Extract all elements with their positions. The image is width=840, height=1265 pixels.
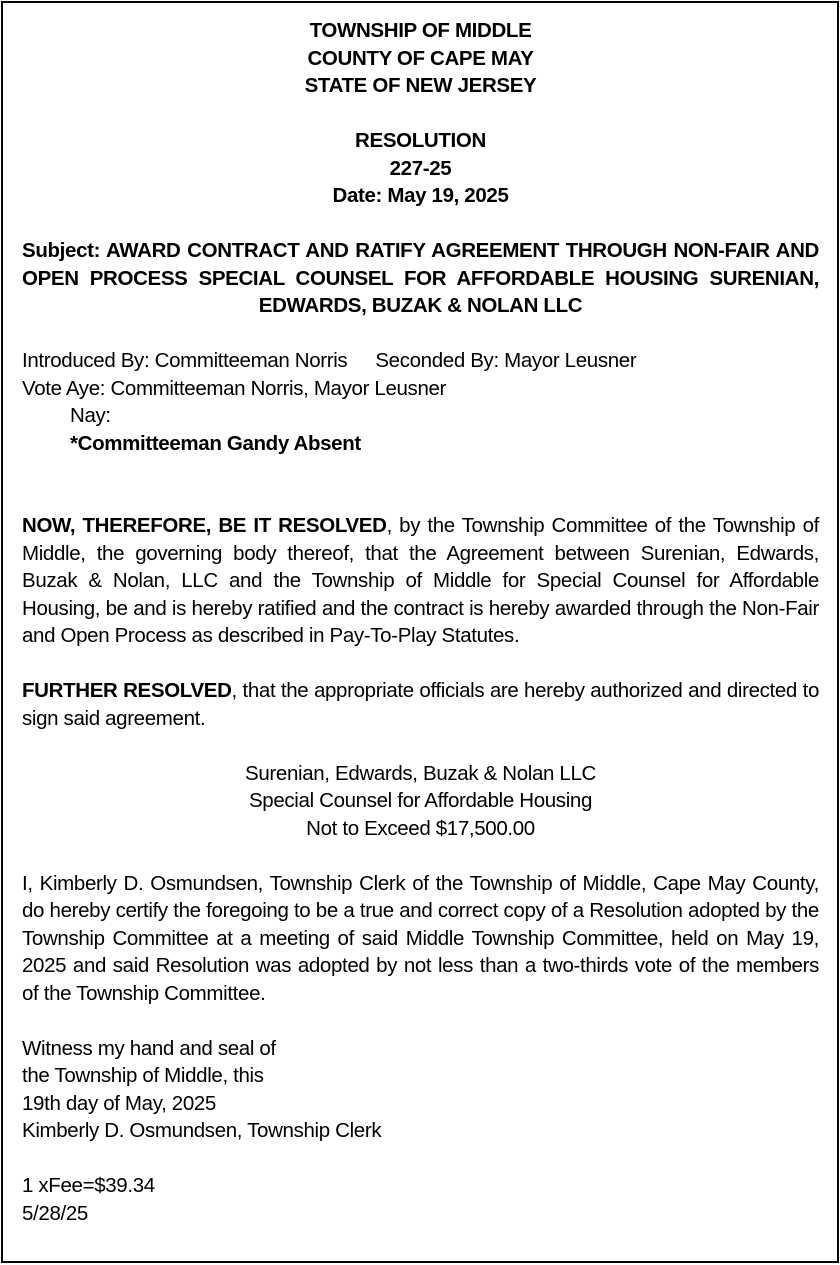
vote-nay: Nay: xyxy=(70,404,111,427)
resolved-text: , by the Township Committee of the Township of Middle, the governing body thereof, that the Agreement between Surenian, Edwards, Buzak & Nolan, LLC and the Township of Middle for Special Counsel for Affordable Housing, be and is hereby ratified and the contract is hereby awarded through the Non-Fair and Open Process as described in Pay-To-Play Statutes. xyxy=(22,514,819,647)
counsel-details xyxy=(22,760,819,843)
resolution-subject: Subject: AWARD CONTRACT AND RATIFY AGREEMENT THROUGH NON-FAIR AND OPEN PROCESS SPECIAL COUNSEL FOR AFFORDABLE HOUSING SURENIAN, EDWARDS, BUZAK & NOLAN LLC xyxy=(22,239,819,317)
clerk-signature: Kimberly D. Osmundsen, Township Clerk xyxy=(22,1119,382,1142)
seconded-by: Seconded By: Mayor Leusner xyxy=(375,349,637,372)
resolution-title: RESOLUTION xyxy=(355,129,486,152)
further-text: , that the appropriate officials are hereby authorized and directed to sign said agreement. xyxy=(22,679,819,730)
notice-header xyxy=(22,17,819,100)
vote-record xyxy=(22,347,819,457)
vote-absent: *Committeeman Gandy Absent xyxy=(70,431,361,455)
legal-notice xyxy=(1,1,839,1263)
further-resolved-paragraph xyxy=(22,677,819,732)
resolution-number: 227-25 xyxy=(389,156,452,180)
county-name: COUNTY OF CAPE MAY xyxy=(307,46,534,70)
resolved-lead: NOW, THEREFORE, BE IT RESOLVED xyxy=(22,514,387,537)
witness-block xyxy=(22,1035,819,1145)
resolution-heading xyxy=(22,127,819,210)
counsel-role: Special Counsel for Affordable Housing xyxy=(248,789,593,812)
witness-line-2: the Township of Middle, this xyxy=(22,1064,264,1087)
township-name: TOWNSHIP OF MIDDLE xyxy=(309,19,532,42)
counsel-limit: Not to Exceed $17,500.00 xyxy=(306,816,535,840)
introduced-by: Introduced By: Committeeman Norris xyxy=(22,349,348,372)
clerk-certification: I, Kimberly D. Osmundsen, Township Clerk of the Township of Middle, Cape May County, do hereby certify the foregoing to be a true and correct copy of a Resolution adopted by the Township Committee at a meeting of said Middle Township Committee, held on May 19, 2025 and said Resolution was adopted by not less than a two-thirds vote of the members of the Township Committee. xyxy=(22,871,819,1005)
counsel-firm: Surenian, Edwards, Buzak & Nolan LLC xyxy=(245,761,596,785)
motion-line xyxy=(22,347,819,375)
publication-date: 5/28/25 xyxy=(22,1201,88,1225)
publication-fee: 1 xFee=$39.34 xyxy=(22,1174,155,1197)
vote-aye: Vote Aye: Committeeman Norris, Mayor Leusner xyxy=(22,376,447,400)
resolved-paragraph xyxy=(22,512,819,650)
resolution-date: Date: May 19, 2025 xyxy=(332,184,509,207)
publication-footer xyxy=(22,1172,819,1227)
witness-line-3: 19th day of May, 2025 xyxy=(22,1091,216,1115)
state-name: STATE OF NEW JERSEY xyxy=(304,74,537,97)
witness-line-1: Witness my hand and seal of xyxy=(22,1036,276,1060)
further-lead: FURTHER RESOLVED xyxy=(22,679,232,702)
